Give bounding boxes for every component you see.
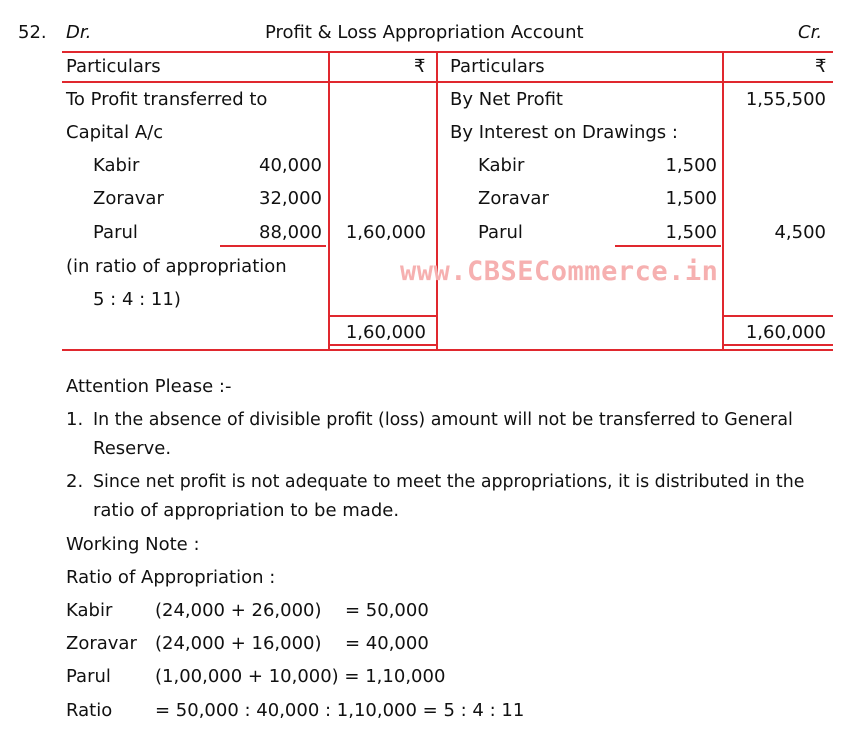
- point-text-continued: ratio of appropriation to be made.: [93, 500, 400, 521]
- profit-transferred-label: To Profit transferred to: [66, 89, 268, 110]
- right-subtotal: 4,500: [774, 222, 826, 243]
- right-subtotal-underline: [615, 245, 721, 247]
- header-bottom-rule: [62, 81, 833, 83]
- point-number: 2.: [66, 471, 84, 492]
- right-partner-name: Zoravar: [478, 188, 549, 209]
- working-calculation: (1,00,000 + 10,000) = 1,10,000: [155, 666, 446, 687]
- working-result: = 50,000: [345, 600, 429, 621]
- table-top-rule: [62, 51, 833, 53]
- left-particulars-header: Particulars: [66, 56, 161, 77]
- left-total: 1,60,000: [345, 322, 426, 343]
- ratio-label: Ratio: [66, 700, 113, 721]
- left-total-top-rule: [328, 315, 438, 317]
- right-partner-amount: 1,500: [665, 222, 717, 243]
- point-number: 1.: [66, 409, 84, 430]
- right-currency-header: ₹: [815, 56, 827, 77]
- right-total-double-rule: [722, 344, 833, 346]
- left-subtotal-underline: [220, 245, 326, 247]
- working-calculation: (24,000 + 16,000): [155, 633, 322, 654]
- account-title: Profit & Loss Appropriation Account: [265, 22, 584, 43]
- left-partner-name: Zoravar: [93, 188, 164, 209]
- net-profit-amount: 1,55,500: [745, 89, 826, 110]
- ratio-of-appropriation-heading: Ratio of Appropriation :: [66, 567, 276, 588]
- right-partner-name: Parul: [478, 222, 523, 243]
- appropriation-ratio-note: (in ratio of appropriation: [66, 256, 287, 277]
- left-subtotal: 1,60,000: [345, 222, 426, 243]
- right-partner-name: Kabir: [478, 155, 525, 176]
- point-text: Since net profit is not adequate to meet the appropriations, it is distributed in the: [93, 472, 805, 492]
- left-amount-divider: [328, 51, 330, 351]
- credit-label: Cr.: [798, 22, 823, 43]
- table-bottom-rule: [62, 349, 833, 351]
- appropriation-ratio-value: 5 : 4 : 11): [93, 289, 181, 310]
- center-divider: [436, 51, 438, 351]
- left-partner-amount: 32,000: [259, 188, 322, 209]
- left-partner-name: Parul: [93, 222, 138, 243]
- capital-account-label: Capital A/c: [66, 122, 164, 143]
- right-particulars-header: Particulars: [450, 56, 545, 77]
- question-number: 52.: [18, 22, 47, 43]
- left-total-double-rule: [328, 344, 438, 346]
- attention-heading: Attention Please :-: [66, 376, 232, 397]
- interest-on-drawings-label: By Interest on Drawings :: [450, 122, 678, 143]
- left-currency-header: ₹: [414, 56, 426, 77]
- ratio-value: = 50,000 : 40,000 : 1,10,000 = 5 : 4 : 11: [155, 700, 525, 721]
- right-partner-amount: 1,500: [665, 155, 717, 176]
- left-partner-amount: 40,000: [259, 155, 322, 176]
- left-partner-name: Kabir: [93, 155, 140, 176]
- point-text: In the absence of divisible profit (loss) amount will not be transferred to General: [93, 410, 793, 430]
- working-partner-name: Zoravar: [66, 633, 137, 654]
- working-partner-name: Parul: [66, 666, 111, 687]
- debit-label: Dr.: [66, 22, 92, 43]
- point-text-continued: Reserve.: [93, 438, 172, 459]
- working-result: = 40,000: [345, 633, 429, 654]
- watermark: www.CBSECommerce.in: [400, 256, 719, 287]
- net-profit-label: By Net Profit: [450, 89, 563, 110]
- left-partner-amount: 88,000: [259, 222, 322, 243]
- right-total-top-rule: [722, 315, 833, 317]
- right-total: 1,60,000: [745, 322, 826, 343]
- working-note-heading: Working Note :: [66, 534, 200, 555]
- working-partner-name: Kabir: [66, 600, 113, 621]
- working-calculation: (24,000 + 26,000): [155, 600, 322, 621]
- right-partner-amount: 1,500: [665, 188, 717, 209]
